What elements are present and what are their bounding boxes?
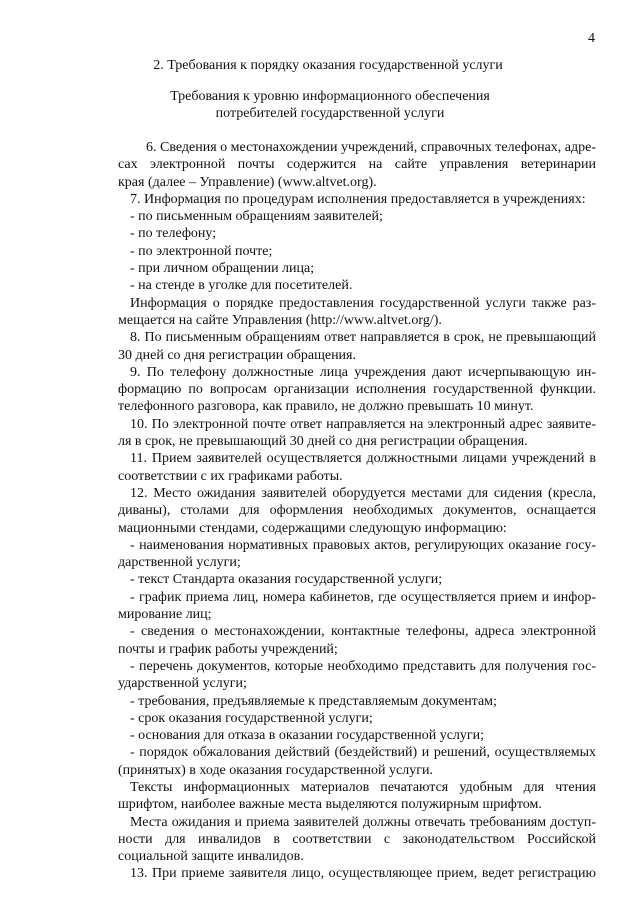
text-line: - наименования нормативных правовых актов, регулирующих оказание госу- [130, 537, 596, 553]
text-line: - по электронной почте; [130, 243, 273, 259]
text-line: 8. По письменным обращениям ответ направляется в срок, не превышающий [130, 330, 596, 346]
text-line: телефонного разговора, как правило, не должно превышать 10 минут. [118, 399, 534, 415]
text-line: шрифтом, наиболее важные места выделяются полужирным шрифтом. [118, 797, 542, 813]
text-line: мещается на сайте Управления (http://www.altvet.org/). [118, 312, 442, 328]
text-line: - по письменным обращениям заявителей; [130, 209, 383, 225]
text-line: - график приема лиц, номера кабинетов, где осуществляется прием и инфор- [130, 589, 596, 605]
text-line: - при личном обращении лица; [130, 261, 315, 277]
text-line: 30 дней со дня регистрации обращения. [118, 347, 356, 363]
text-line: - требования, предъявляемые к представляемым документам; [130, 693, 497, 709]
text-line: - текст Стандарта оказания государственной услуги; [130, 572, 443, 588]
text-line: сах электронной почты содержится на сайте управления ветеринарии [118, 157, 596, 173]
text-line: формацию по вопросам организации исполнения государственной функции. [118, 382, 596, 398]
subsection-heading-line: Требования к уровню информационного обеспечения [170, 89, 490, 104]
text-line: Места ожидания и приема заявителей должны отвечать требованиям доступ- [130, 814, 596, 830]
page-number: 4 [588, 31, 595, 46]
text-line: ля в срок, не превышающий 30 дней со дня регистрации обращения. [118, 434, 528, 450]
text-line: 12. Место ожидания заявителей оборудуется местами для сидения (кресла, [130, 485, 596, 501]
text-line: 9. По телефону должностные лица учреждения дают исчерпывающую ин- [130, 364, 596, 380]
subsection-heading-line: потребителей государственной услуги [215, 106, 445, 121]
text-line: 6. Сведения о местонахождении учреждений, справочных телефонах, адре- [146, 140, 596, 155]
text-line: - перечень документов, которые необходимо представить для получения гос- [130, 658, 596, 674]
text-line: 10. По электронной почте ответ направляется на электронный адрес заявите- [130, 416, 596, 432]
text-line: - на стенде в уголке для посетителей. [130, 278, 353, 294]
text-line: мационными стендами, содержащими следующую информацию: [118, 520, 507, 536]
subsection-heading [10, 88, 640, 122]
section-heading: 2. Требования к порядку оказания государственной услуги [153, 58, 503, 73]
text-line: Тексты информационных материалов печатаются удобным для чтения [130, 779, 596, 795]
text-line: диваны), столами для оформления необходимых документов, оснащается [118, 503, 596, 519]
text-line: 7. Информация по процедурам исполнения предоставляется в учреждениях: [130, 191, 586, 207]
text-line: ности для инвалидов в соответствии с законодательством Российской [118, 831, 596, 847]
text-line: Информация о порядке предоставления государственной услуги также раз- [130, 295, 596, 311]
text-line: ударственной услуги; [118, 676, 247, 692]
text-line: - срок оказания государственной услуги; [130, 710, 373, 726]
text-line: мирование лиц; [118, 607, 212, 623]
text-line: - сведения о местонахождении, контактные телефоны, адреса электронной [130, 624, 596, 640]
text-line: края (далее – Управление) (www.altvet.org). [118, 174, 377, 190]
text-line: соответствии с их графиками работы. [118, 468, 343, 484]
text-line: почты и график работы учреждений; [118, 641, 338, 657]
document-body [118, 139, 596, 883]
text-line: социальной защите инвалидов. [118, 849, 304, 865]
text-line: 13. При приеме заявителя лицо, осуществляющее прием, ведет регистрацию [130, 866, 596, 882]
text-line: (принятых) в ходе оказания государственной услуги. [118, 762, 433, 778]
text-line: - по телефону; [130, 226, 217, 242]
text-line: дарственной услуги; [118, 555, 241, 571]
text-line: - порядок обжалования действий (бездействий) и решений, осуществляемых [130, 745, 596, 761]
text-line: - основания для отказа в оказании государственной услуги; [130, 728, 485, 744]
text-line: 11. Прием заявителей осуществляется должностными лицами учреждений в [130, 451, 596, 467]
